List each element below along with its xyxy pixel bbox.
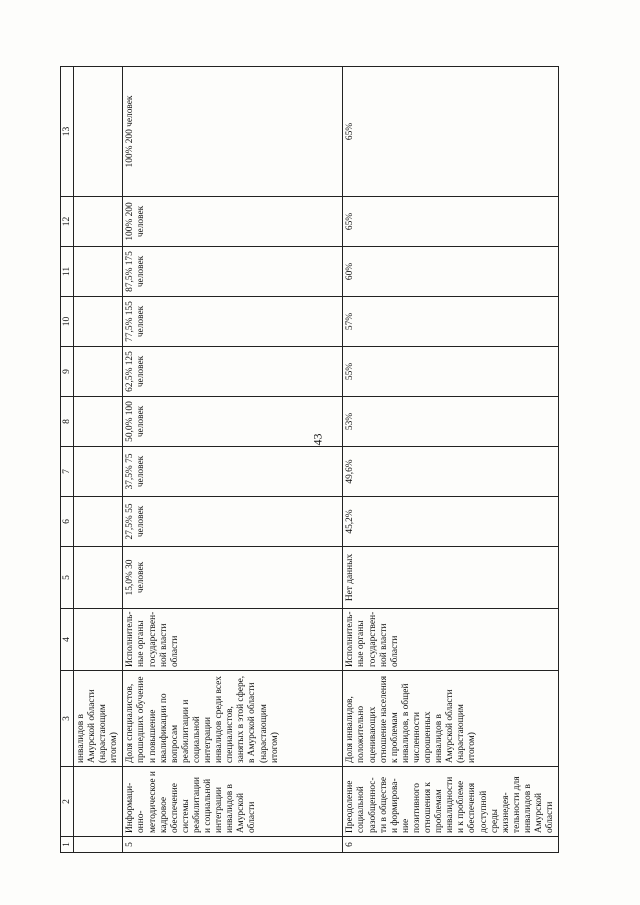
- colnum-3: 3: [61, 671, 74, 767]
- colnum-12: 12: [61, 197, 74, 247]
- colnum-4: 4: [61, 609, 74, 671]
- colnum-9: 9: [61, 347, 74, 397]
- value-cell: 27,5% 55 человек: [123, 497, 343, 547]
- colnum-5: 5: [61, 547, 74, 609]
- colnum-10: 10: [61, 297, 74, 347]
- row-number: 5: [123, 837, 343, 853]
- value-cell: 57%: [343, 297, 559, 347]
- colnum-6: 6: [61, 497, 74, 547]
- row-number: 6: [343, 837, 559, 853]
- value-cell: 55%: [343, 347, 559, 397]
- value-cell: 87,5% 175 человек: [123, 247, 343, 297]
- colnum-8: 8: [61, 397, 74, 447]
- value-cell: 53%: [343, 397, 559, 447]
- value-cell: 50,0% 100 человек: [123, 397, 343, 447]
- table-row: [343, 67, 559, 853]
- page-number: 43: [310, 433, 325, 446]
- executor-cell: Исполнитель-ные органы государствен-ной власти области: [343, 609, 559, 671]
- value-cell: 100% 200 человек: [123, 197, 343, 247]
- value-cell: 77,5% 155 человек: [123, 297, 343, 347]
- rotated-table-wrapper: [60, 67, 579, 853]
- continuation-indicator-cell: инвалидов в Амурской области (нарастающим итогом): [74, 671, 123, 767]
- value-cell: 65%: [343, 67, 559, 197]
- continuation-row: [74, 67, 123, 853]
- column-number-row: [61, 67, 74, 853]
- value-cell: 45,2%: [343, 497, 559, 547]
- value-cell: 15,0% 30 человек: [123, 547, 343, 609]
- value-cell: 65%: [343, 197, 559, 247]
- value-cell: Нет данных: [343, 547, 559, 609]
- value-cell: 60%: [343, 247, 559, 297]
- value-cell: 49,6%: [343, 447, 559, 497]
- table-row: [123, 67, 343, 853]
- colnum-7: 7: [61, 447, 74, 497]
- task-cell: Преодоление социальной разобщеннос-ти в обществе и формирова-ние позитивного отношения к проблемам инвалидности и к проблеме обеспечения доступной среды жизнедея-тельности для инвалидов в Амурской области: [343, 767, 559, 837]
- colnum-2: 2: [61, 767, 74, 837]
- colnum-1: 1: [61, 837, 74, 853]
- indicators-table: [60, 66, 559, 853]
- value-cell: 37,5% 75 человек: [123, 447, 343, 497]
- colnum-13: 13: [61, 67, 74, 197]
- value-cell: 100% 200 человек: [123, 67, 343, 197]
- colnum-11: 11: [61, 247, 74, 297]
- task-cell: Информаци-онно-методическое и кадровое обеспечение системы реабилитации и социальной интеграции инвалидов в Амурской области: [123, 767, 343, 837]
- value-cell: 62,5% 125 человек: [123, 347, 343, 397]
- indicator-cell: Доля инвалидов, положительно оценивающих отношение населения к проблемам инвалидов, в общей численности опрошенных инвалидов в Амурской области (нарастающим итогом): [343, 671, 559, 767]
- indicator-cell: Доля специалистов, прошедших обучение и повышение квалификации по вопросам реабилитации и социальной интеграции инвалидов среди всех специалистов, занятых в этой сфере, в Амурской области (нарастающим итогом): [123, 671, 343, 767]
- executor-cell: Исполнитель-ные органы государствен-ной власти области: [123, 609, 343, 671]
